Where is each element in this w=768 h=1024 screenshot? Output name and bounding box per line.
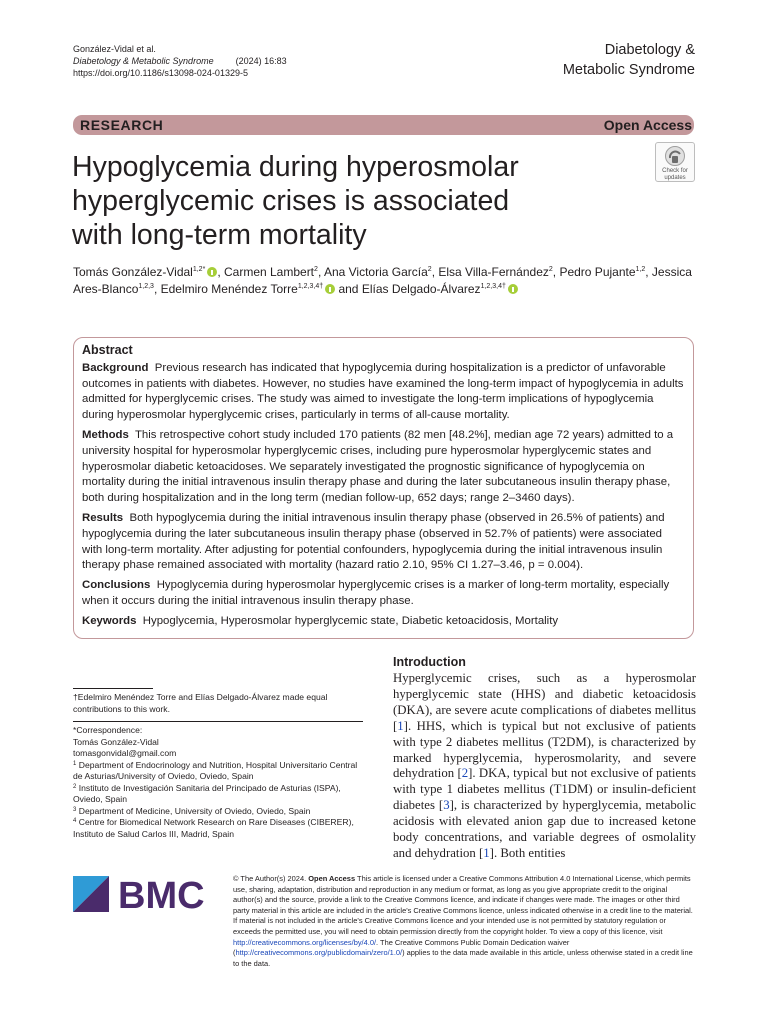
- article-header-meta: [73, 43, 287, 79]
- correspondence-email[interactable]: tomasgonvidal@gmail.com: [73, 748, 177, 758]
- author-separator: ,: [217, 265, 224, 279]
- footnote-divider: [73, 688, 153, 689]
- author-name: Elías Delgado-Álvarez: [361, 282, 481, 296]
- title-line2: hyperglycemic crises is associated: [72, 185, 510, 217]
- header-year-issue: (2024) 16:83: [235, 56, 287, 66]
- abstract-background: [82, 361, 684, 424]
- affiliation-number: 2: [73, 783, 77, 790]
- title-line1: Hypoglycemia during hyperosmolar: [72, 151, 519, 183]
- affiliation-number: 1: [73, 760, 77, 767]
- affiliation-number: 4: [73, 818, 77, 824]
- author-separator: ,: [645, 265, 652, 279]
- author-separator: ,: [153, 282, 161, 296]
- author-separator: ,: [552, 265, 560, 279]
- abstract: [82, 343, 684, 634]
- results-label: Results: [82, 511, 124, 524]
- methods-label: Methods: [82, 428, 129, 441]
- affiliation-item: [73, 817, 368, 840]
- introduction-paragraph: [393, 671, 696, 862]
- author-affiliation-sup: 2: [314, 266, 318, 273]
- author-affiliation-sup: 1,2,3: [138, 283, 154, 290]
- intro-text: . HHS, which is typical but not exclusive of patients with type 2 diabetes mellitus (T2DM), is characterized by marked hyperglycemia, hyperosmolarity, and severe dehydration: [393, 718, 696, 781]
- check-updates-line2: updates: [664, 174, 686, 181]
- license-body-2: . The Creative Commons Public Domain Dedication waiver (: [233, 937, 570, 958]
- author-name: Carmen Lambert: [223, 265, 315, 279]
- author-name: Jessica Ares-Blanco: [73, 265, 692, 296]
- author-name: Tomás González-Vidal: [73, 265, 193, 279]
- author-separator: and: [335, 282, 362, 296]
- equal-contribution-note: †Edelmiro Menéndez Torre and Elías Delgado-Álvarez made equal contributions to this work.: [73, 692, 328, 714]
- bmc-logo-graphic: [73, 874, 213, 914]
- license-open-access: Open Access: [308, 874, 356, 883]
- author-separator: ,: [431, 265, 439, 279]
- conclusions-label: Conclusions: [82, 579, 151, 592]
- conclusions-text: Hypoglycemia during hyperosmolar hyperglycemic crises is a marker of long-term mortality, especially when it occurs during the initial intravenous insulin therapy phase.: [82, 579, 670, 607]
- article-type-bar: [73, 115, 694, 135]
- methods-text: This retrospective cohort study included 170 patients (82 men [48.2%], median age 72 years) admitted to a university hospital for hyperosmolar hyperglycemic crises, including pure hyperosmolar hyperglycemic states and hyperosmolar diabetic ketoacidoses. We separately investigated the prognostic significance of hypoglycemia on mortality during the initial intravenous insulin therapy phase and during the later subcutaneous insulin therapy phase, both during hospitalization and in the long term (median follow-up, 652 days; range 2–3460 days).: [82, 428, 674, 505]
- abstract-results: [82, 511, 684, 574]
- header-journal-line: [73, 55, 287, 67]
- journal-name-line2: Metabolic Syndrome: [562, 62, 695, 78]
- citation-link[interactable]: [1]: [393, 718, 408, 733]
- intro-text: . Both entities: [493, 845, 566, 860]
- license-text: [233, 874, 695, 969]
- license-body-1: This article is licensed under a Creative Commons Attribution 4.0 International License, which permits use, sharing, adaptation, distribution and reproduction in any medium or format, as long as you give appropriate credit to the original author(s) and the source, provide a link to the Creative Commons licence, and indicate if changes were made. The images or other third party material in this article are included in the article's Creative Commons licence, unless indicated otherwise in a credit line to the material. If material is not included in the article's Creative Commons licence and your intended use is not permitted by statutory regulation or exceeds the permitted use, you will need to obtain permission directly from the copyright holder. To view a copy of this licence, visit: [233, 874, 693, 936]
- background-label: Background: [82, 361, 149, 374]
- check-updates-line1: Check for: [662, 168, 688, 174]
- author-list: [73, 264, 695, 298]
- affiliation-item: [73, 806, 368, 818]
- journal-name-line1: Diabetology &: [604, 42, 695, 58]
- license-body-3: ) applies to the data made available in this article, unless otherwise stated in a credit line to the data.: [233, 948, 693, 968]
- background-text: Previous research has indicated that hypoglycemia during hospitalization is a predictor of unfavorable outcomes in patients with diabetes. However, no studies have examined the long-term impact of hypoglycemia in adults admitted for hyperglycemic crises. The study was aimed to investigate the long-term implications of hypoglycemia during hyperosmolar hyperglycemic crises, particularly in terms of all-cause mortality.: [82, 361, 684, 422]
- orcid-icon[interactable]: [325, 284, 335, 294]
- header-author: González-Vidal et al.: [73, 44, 156, 54]
- author-name: Edelmiro Menéndez Torre: [160, 282, 298, 296]
- license-link-cc-by[interactable]: http://creativecommons.org/licenses/by/4.0/: [233, 937, 377, 947]
- title-line3: with long-term mortality: [72, 219, 367, 251]
- orcid-icon[interactable]: [207, 267, 217, 277]
- affiliation-text: Department of Medicine, University of Oviedo, Oviedo, Spain: [76, 805, 311, 816]
- orcid-icon[interactable]: [508, 284, 518, 294]
- author-name: Elsa Villa-Fernández: [438, 265, 549, 279]
- affiliation-item: [73, 783, 368, 806]
- author-affiliation-sup: 1,2: [635, 266, 646, 273]
- bmc-logo-text: BMC: [118, 875, 205, 914]
- author-affiliation-sup: 2: [427, 266, 432, 273]
- correspondence-label: *Correspondence:: [73, 725, 143, 735]
- affiliation-item: [73, 760, 368, 783]
- correspondence-name: Tomás González-Vidal: [73, 736, 159, 747]
- author-name: Pedro Pujante: [559, 265, 636, 279]
- affiliation-text: Department of Endocrinology and Nutrition, Hospital Universitario Central de Asturias/University of Oviedo, Oviedo, Spain: [73, 759, 358, 781]
- check-for-updates-button[interactable]: [655, 142, 695, 182]
- introduction-heading: Introduction: [393, 655, 466, 669]
- license-link-cc0[interactable]: http://creativecommons.org/publicdomain/zero/1.0/: [235, 948, 403, 958]
- abstract-heading: Abstract: [82, 343, 133, 357]
- check-updates-text: [656, 168, 694, 181]
- open-access-label: Open Access: [603, 117, 692, 133]
- author-affiliation-sup: 2: [548, 266, 553, 273]
- article-title: [72, 150, 632, 252]
- license-copyright: © The Author(s) 2024.: [233, 874, 307, 883]
- results-text: Both hypoglycemia during the initial intravenous insulin therapy phase (observed in 26.5% of patients) and hypoglycemia during the later subcutaneous insulin therapy phase (observed in 52.7% of patients) were associated with long-term mortality. After adjusting for potential confounders, hypoglycemia during the initial intravenous insulin therapy phase remained associated with mortality (hazard ratio 2.10, 95% CI 1.27–3.46, p = 0.004).: [82, 511, 665, 572]
- affiliation-number: 3: [73, 806, 77, 813]
- journal-name: [563, 40, 695, 80]
- intro-text: Hyperglycemic crises, such as a hyperosmolar hyperglycemic state (HHS) and diabetic ketoacidosis (DKA), are severe acute complications of diabetes mellitus: [393, 671, 696, 717]
- author-name: Ana Victoria García: [323, 265, 428, 279]
- check-updates-icon: [664, 145, 686, 167]
- affiliation-text: Centre for Biomedical Network Research on Rare Diseases (CIBERER), Instituto de Salud Carlos III, Madrid, Spain: [73, 817, 354, 839]
- article-type-label: RESEARCH: [80, 117, 164, 133]
- author-separator: ,: [317, 265, 324, 279]
- abstract-keywords: [82, 614, 684, 630]
- citation-link[interactable]: [1]: [479, 845, 494, 860]
- intro-text: . DKA, typical but not exclusive of patients with type 1 diabetes mellitus (T1DM) or insulin-deficient diabetes: [393, 766, 696, 813]
- keywords-text: Hypoglycemia, Hyperosmolar hyperglycemic state, Diabetic ketoacidosis, Mortality: [142, 614, 559, 627]
- header-doi[interactable]: https://doi.org/10.1186/s13098-024-01329-5: [73, 68, 248, 78]
- header-journal: Diabetology & Metabolic Syndrome: [73, 56, 214, 66]
- author-affiliation-sup: 1,2,3,4†: [480, 283, 506, 290]
- citation-link[interactable]: [3]: [438, 798, 454, 813]
- correspondence-block: [73, 725, 368, 840]
- bmc-logo: [73, 874, 213, 914]
- affiliation-text: Instituto de Investigación Sanitaria del Principado de Asturias (ISPA), Oviedo, Spain: [73, 782, 341, 804]
- affiliation-list: [73, 760, 368, 841]
- author-affiliation-sup: 1,2,3,4†: [297, 283, 324, 290]
- abstract-methods: [82, 428, 684, 507]
- correspondence-divider: [73, 721, 363, 722]
- abstract-conclusions: [82, 578, 684, 610]
- intro-text: , is characterized by hyperglycemia, metabolic acidosis with elevated anion gap due to increased ketone body concentrations, and variable degrees of osmolality and dehydration: [393, 798, 696, 860]
- keywords-label: Keywords: [82, 614, 137, 627]
- citation-link[interactable]: [2]: [457, 766, 473, 781]
- author-affiliation-sup: 1,2*: [192, 266, 206, 273]
